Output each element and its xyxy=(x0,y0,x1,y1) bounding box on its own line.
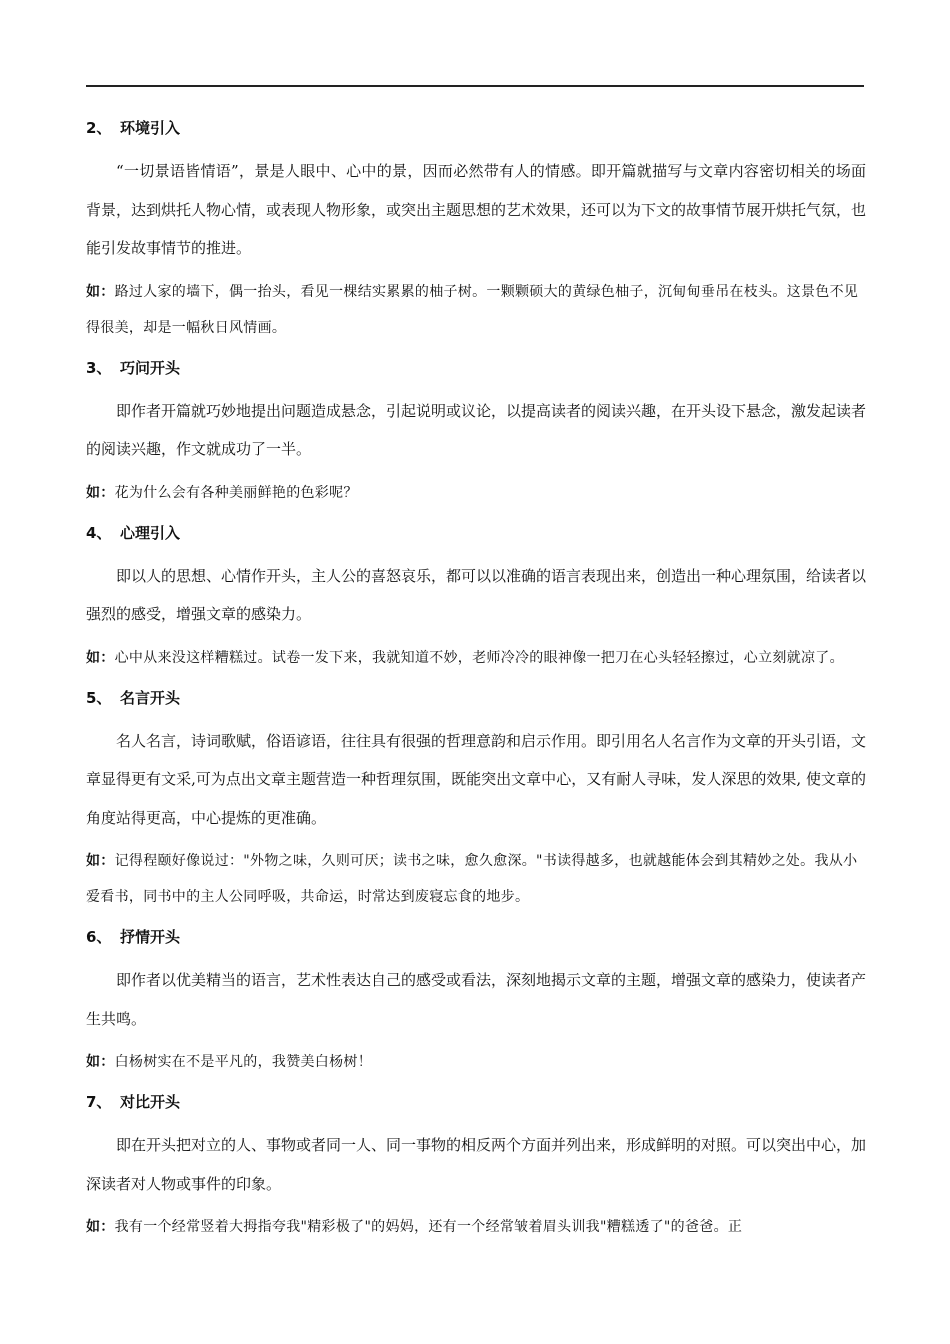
document-body xyxy=(86,116,866,1255)
section-heading: 4、 心理引入 xyxy=(86,523,181,542)
section-title: 环境引入 xyxy=(120,119,181,137)
example-text: 如：我有一个经常竖着大拇指夸我"精彩极了"的妈妈，还有一个经常皱着眉头训我"糟糕透了"的爸爸。正 xyxy=(86,1219,743,1235)
section-paragraph: “一切景语皆情语”，景是人眼中、心中的景，因而必然带有人的情感。即开篇就描写与文章内容密切相关的场面背景，达到烘托人物心情，或表现人物形象，或突出主题思想的艺术效果，还可以为下文的故事情节展开烘托气氛，也能引发故事情节的推进。 xyxy=(86,162,867,257)
header-rule xyxy=(86,85,864,87)
section-paragraph: 即作者开篇就巧妙地提出问题造成悬念，引起说明或议论，以提高读者的阅读兴趣，在开头设下悬念，激发起读者的阅读兴趣，作文就成功了一半。 xyxy=(86,401,867,458)
example-text: 如：路过人家的墙下，偶一抬头，看见一棵结实累累的柚子树。一颗颗硕大的黄绿色柚子，沉甸甸垂吊在枝头。这景色不见得很美，却是一幅秋日风情画。 xyxy=(86,283,859,336)
section-lyrical xyxy=(86,925,866,1080)
example-text: 如：白杨树实在不是平凡的，我赞美白杨树！ xyxy=(86,1054,373,1070)
example-text: 如：心中从来没这样糟糕过。试卷一发下来，我就知道不妙，老师冷冷的眼神像一把刀在心头轻轻擦过，心立刻就凉了。 xyxy=(86,649,844,666)
section-title: 名言开头 xyxy=(120,688,181,707)
example-text: 如：花为什么会有各种美丽鲜艳的色彩呢？ xyxy=(86,484,358,501)
section-heading: 6、 抒情开头 xyxy=(86,928,181,946)
section-contrast xyxy=(86,1090,866,1245)
section-title: 心理引入 xyxy=(120,523,181,542)
section-title: 对比开头 xyxy=(120,1093,181,1111)
section-heading: 3、 巧问开头 xyxy=(86,358,181,377)
section-paragraph: 即以人的思想、心情作开头，主人公的喜怒哀乐，都可以以准确的语言表现出来，创造出一种心理氛围，给读者以强烈的感受，增强文章的感染力。 xyxy=(86,566,867,623)
section-paragraph: 即在开头把对立的人、事物或者同一人、同一事物的相反两个方面并列出来，形成鲜明的对照。可以突出中心，加深读者对人物或事件的印象。 xyxy=(86,1136,867,1193)
section-quote xyxy=(86,686,866,916)
section-paragraph: 名人名言，诗词歌赋，俗语谚语，往往具有很强的哲理意韵和启示作用。即引用名人名言作为文章的开头引语，文章显得更有文采,可为点出文章主题营造一种哲理氛围，既能突出文章中心，又有耐人寻味，发人深思的效果, 使文章的角度站得更高，中心提炼的更准确。 xyxy=(86,731,867,827)
section-heading: 7、 对比开头 xyxy=(86,1093,181,1111)
section-question xyxy=(86,356,866,511)
section-paragraph: 即作者以优美精当的语言，艺术性表达自己的感受或看法，深刻地揭示文章的主题，增强文章的感染力，使读者产生共鸣。 xyxy=(86,971,867,1028)
example-text: 如：记得程颐好像说过："外物之味，久则可厌；读书之味，愈久愈深。"书读得越多，也就越能体会到其精妙之处。我从小爱看书，同书中的主人公同呼吸，共命运，时常达到废寝忘食的地步。 xyxy=(86,853,858,905)
section-psychology xyxy=(86,521,866,676)
section-heading: 5、 名言开头 xyxy=(86,688,181,707)
section-environment xyxy=(86,116,866,346)
section-title: 巧问开头 xyxy=(120,358,181,377)
section-title: 抒情开头 xyxy=(120,928,181,946)
section-heading: 2、 环境引入 xyxy=(86,119,181,137)
